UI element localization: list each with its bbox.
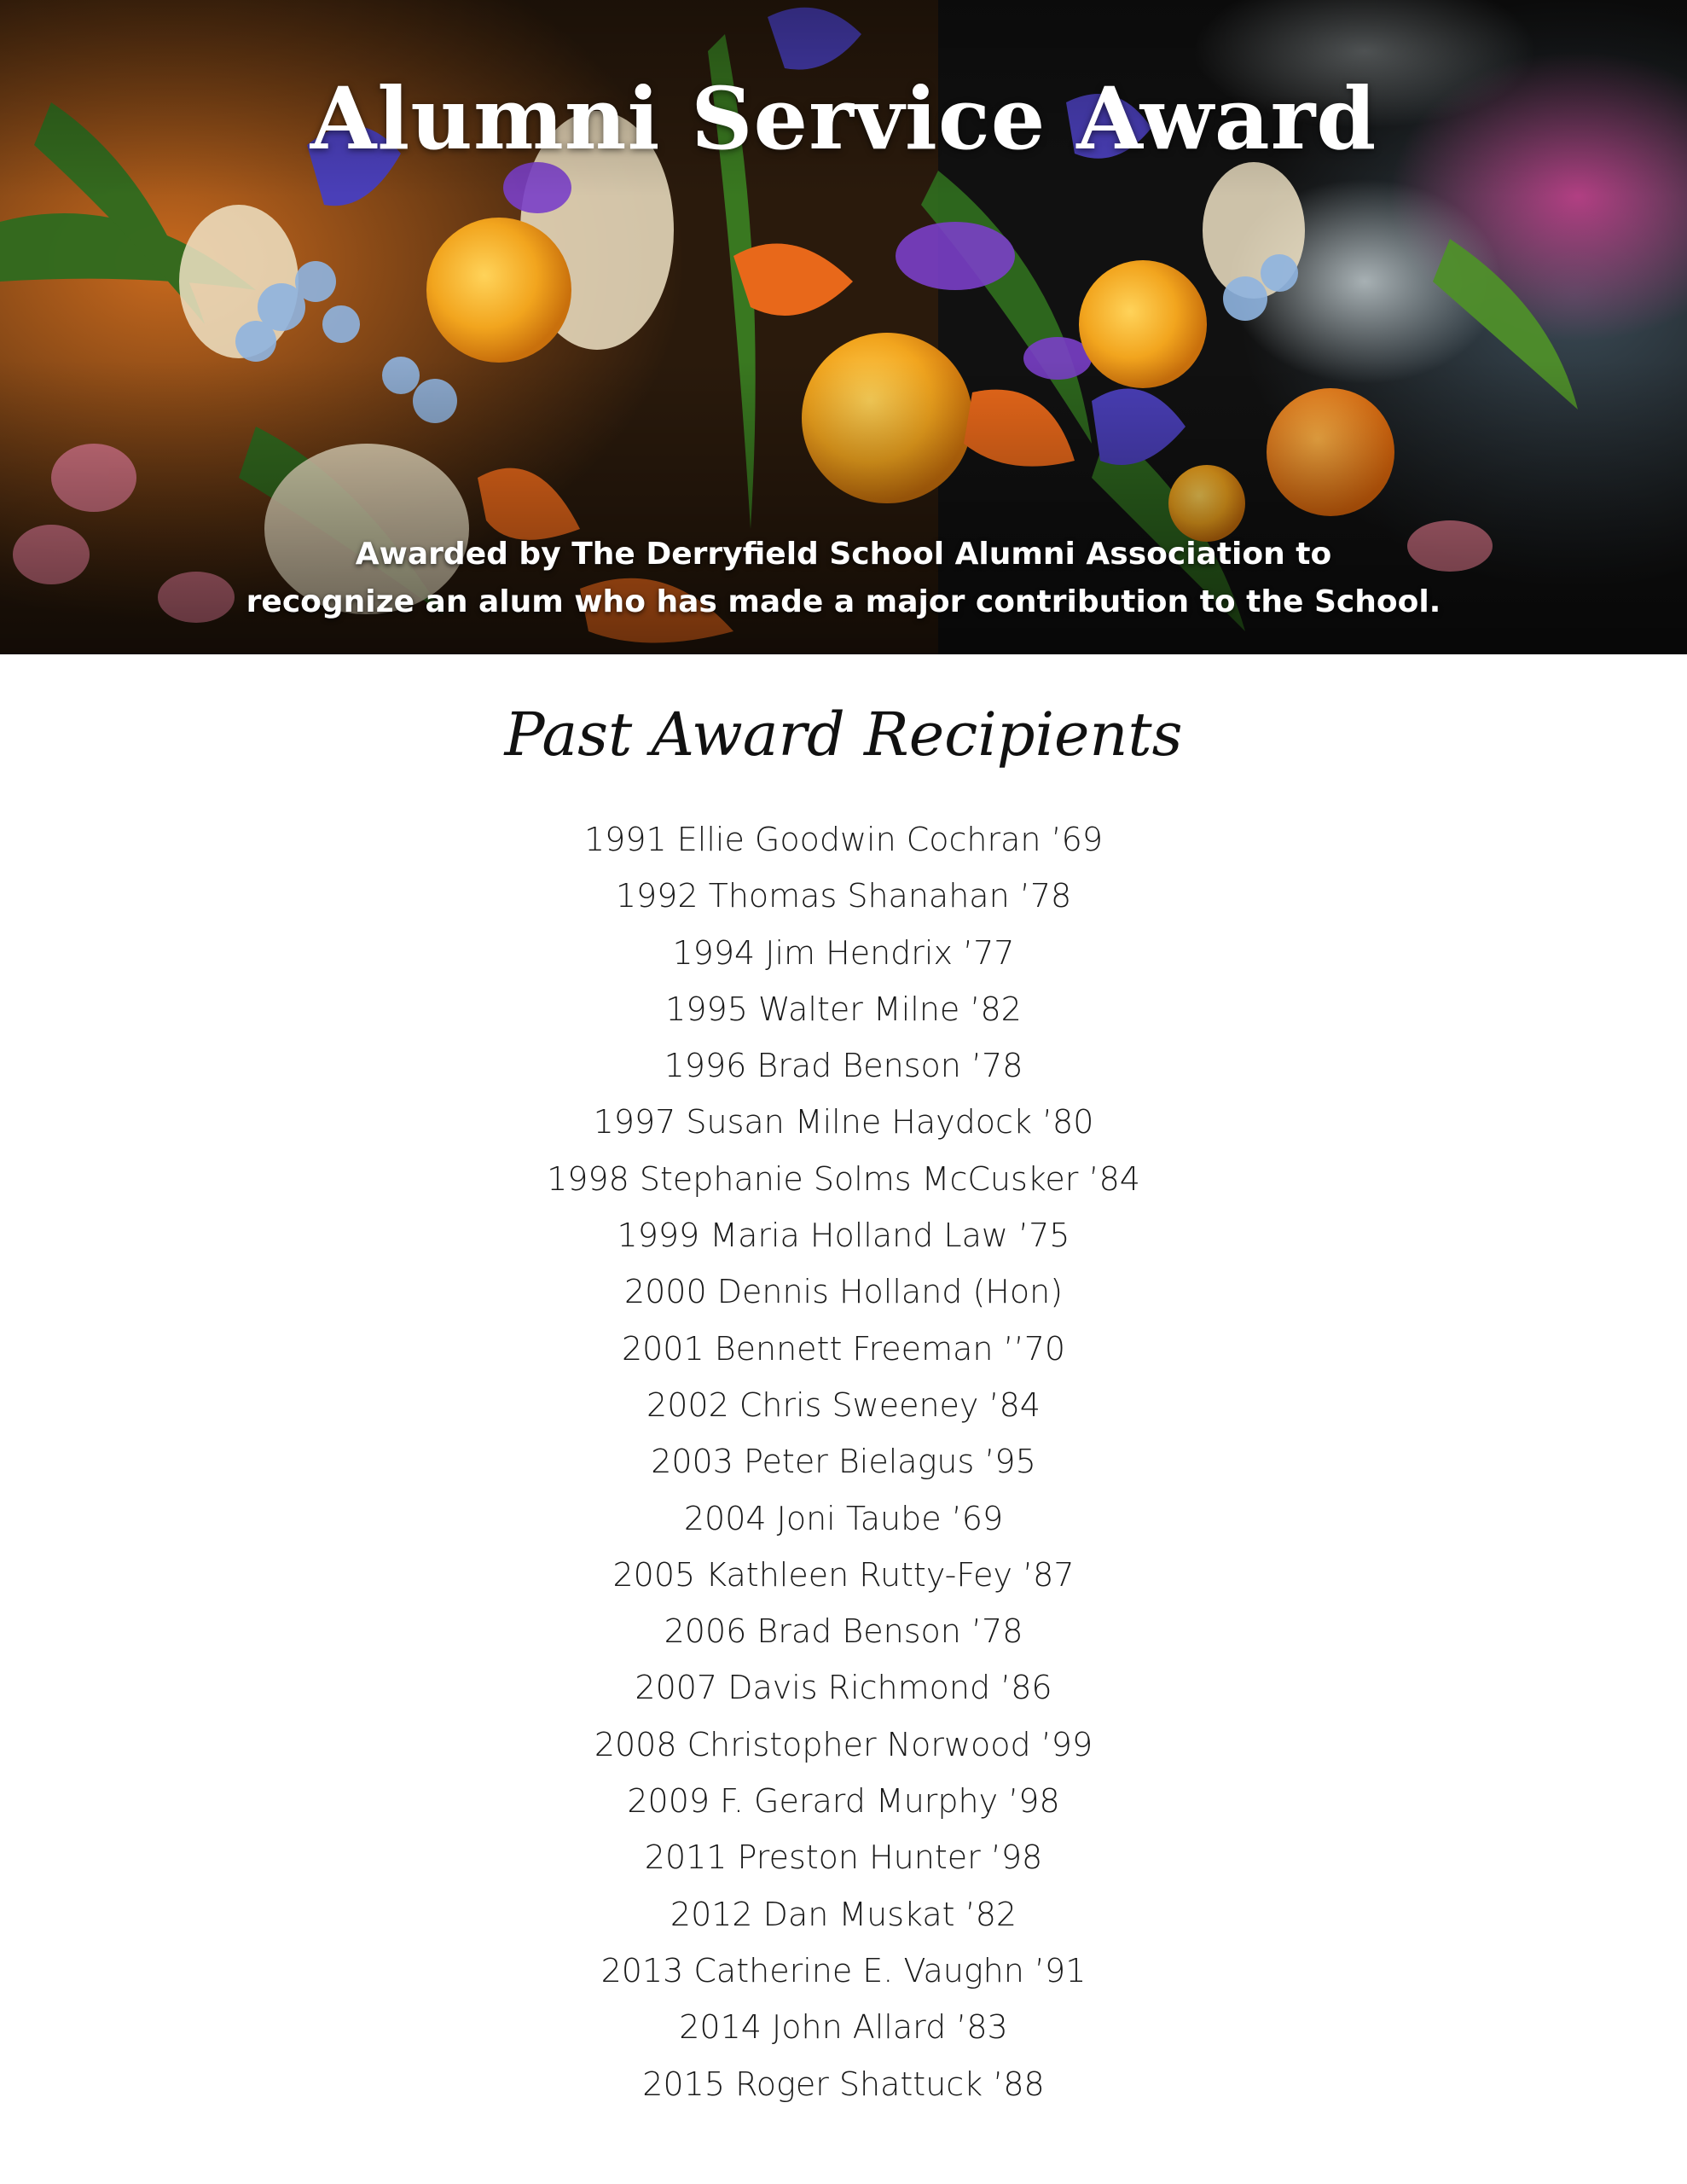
recipient-item: 2002 Chris Sweeney ’84 — [646, 1385, 1041, 1424]
recipient-item: 2015 Roger Shattuck ’88 — [642, 2065, 1045, 2103]
award-description — [0, 531, 1687, 626]
recipient-item: 2001 Bennett Freeman ’’70 — [621, 1329, 1066, 1368]
recipient-item: 2014 John Allard ’83 — [679, 2008, 1008, 2047]
hero-banner — [0, 0, 1687, 654]
award-description-line-2: recognize an alum who has made a major contribution to the School. — [246, 584, 1441, 619]
recipient-item: 2008 Christopher Norwood ’99 — [594, 1725, 1093, 1763]
recipient-item: 2012 Dan Muskat ’82 — [670, 1895, 1017, 1933]
recipient-item: 1991 Ellie Goodwin Cochran ’69 — [583, 821, 1104, 858]
recipient-item: 1998 Stephanie Solms McCusker ’84 — [547, 1159, 1140, 1198]
recipient-item: 2005 Kathleen Rutty-Fey ’87 — [612, 1555, 1075, 1594]
award-description-line-1: Awarded by The Derryfield School Alumni Association to — [355, 537, 1332, 572]
recipient-item: 2006 Brad Benson ’78 — [664, 1612, 1023, 1651]
page-title: Alumni Service Award — [310, 68, 1377, 169]
recipient-item: 1997 Susan Milne Haydock ’80 — [593, 1103, 1094, 1141]
recipient-item: 2003 Peter Bielagus ’95 — [651, 1443, 1036, 1481]
recipient-item: 2004 Joni Taube ’69 — [683, 1499, 1004, 1537]
recipient-item: 1995 Walter Milne ’82 — [665, 990, 1022, 1028]
recipient-item: 1996 Brad Benson ’78 — [664, 1047, 1023, 1085]
recipient-item: 2013 Catherine E. Vaughn ’91 — [600, 1951, 1087, 1989]
recipient-item: 1994 Jim Hendrix ’77 — [672, 933, 1015, 972]
recipient-item: 1992 Thomas Shanahan ’78 — [615, 877, 1072, 915]
recipient-item: 2007 Davis Richmond ’86 — [635, 1669, 1052, 1707]
recipient-item: 2000 Dennis Holland (Hon) — [623, 1273, 1064, 1311]
recipient-item: 2009 F. Gerard Murphy ’98 — [627, 1782, 1060, 1821]
recipients-list — [0, 811, 1687, 2112]
recipient-item: 1999 Maria Holland Law ’75 — [617, 1217, 1070, 1255]
recipient-item: 2011 Preston Hunter ’98 — [644, 1838, 1043, 1877]
recipients-heading: Past Award Recipients — [504, 700, 1183, 770]
